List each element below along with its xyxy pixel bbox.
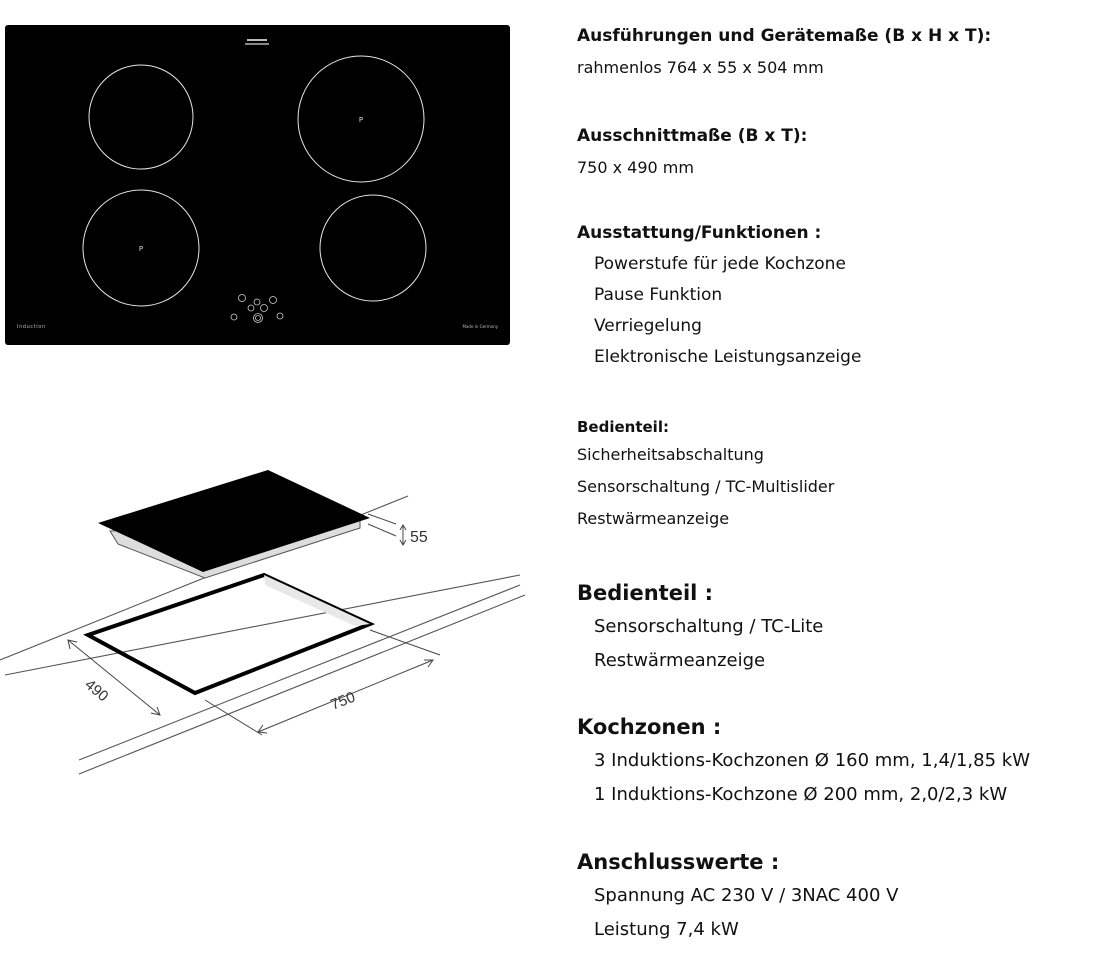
controls-large-item: Sensorschaltung / TC-Lite	[594, 616, 824, 637]
width-dimension	[205, 630, 440, 735]
made-in-germany-caption: Made in Germany	[462, 324, 498, 329]
connection-section	[577, 849, 1092, 947]
dimensions-value: rahmenlos 764 x 55 x 504 mm	[577, 58, 824, 77]
controls-small-item: Sicherheitsabschaltung	[577, 445, 764, 464]
induction-caption: Induction	[17, 324, 46, 330]
cutout-heading: Ausschnittmaße (B x T):	[577, 126, 808, 146]
cutout-outline	[88, 575, 370, 693]
features-section	[577, 222, 1092, 373]
feature-item: Elektronische Leistungsanzeige	[594, 347, 862, 367]
height-dimension	[368, 514, 406, 545]
zones-heading: Kochzonen :	[577, 715, 722, 739]
feature-item: Verriegelung	[594, 316, 702, 336]
cutout-value: 750 x 490 mm	[577, 158, 694, 177]
power-zone-label-left: P	[138, 245, 144, 253]
controls-large-item: Restwärmeanzeige	[594, 650, 766, 671]
feature-item: Powerstufe für jede Kochzone	[594, 254, 846, 274]
height-dimension-label: 55	[410, 529, 428, 546]
connection-item: Spannung AC 230 V / 3NAC 400 V	[594, 885, 899, 906]
controls-large-heading: Bedienteil :	[577, 581, 714, 605]
controls-small-item: Restwärmeanzeige	[577, 509, 730, 528]
depth-dimension-label: 490	[81, 676, 112, 706]
hob-product-photo	[5, 25, 510, 345]
zone-item: 3 Induktions-Kochzonen Ø 160 mm, 1,4/1,85 kW	[594, 750, 1030, 771]
feature-item: Pause Funktion	[594, 285, 723, 305]
zone-item: 1 Induktions-Kochzone Ø 200 mm, 2,0/2,3 kW	[594, 784, 1008, 805]
dimensions-section	[577, 25, 1092, 79]
zones-section	[577, 714, 1092, 812]
features-heading: Ausstattung/Funktionen :	[577, 223, 822, 243]
hob-appliance	[98, 470, 370, 578]
connection-item: Leistung 7,4 kW	[594, 919, 739, 940]
controls-small-item: Sensorschaltung / TC-Multislider	[577, 477, 835, 496]
installation-drawing	[0, 460, 530, 790]
hob-glass-surface	[5, 25, 510, 345]
width-dimension-label: 750	[328, 688, 358, 714]
controls-large-section	[577, 580, 1092, 678]
cutout-section	[577, 125, 1092, 179]
controls-small-section	[577, 417, 1092, 535]
connection-heading: Anschlusswerte :	[577, 850, 780, 874]
dimensions-heading: Ausführungen und Gerätemaße (B x H x T):	[577, 26, 992, 46]
power-zone-label-right: P	[358, 116, 364, 124]
controls-small-heading: Bedienteil:	[577, 418, 669, 436]
